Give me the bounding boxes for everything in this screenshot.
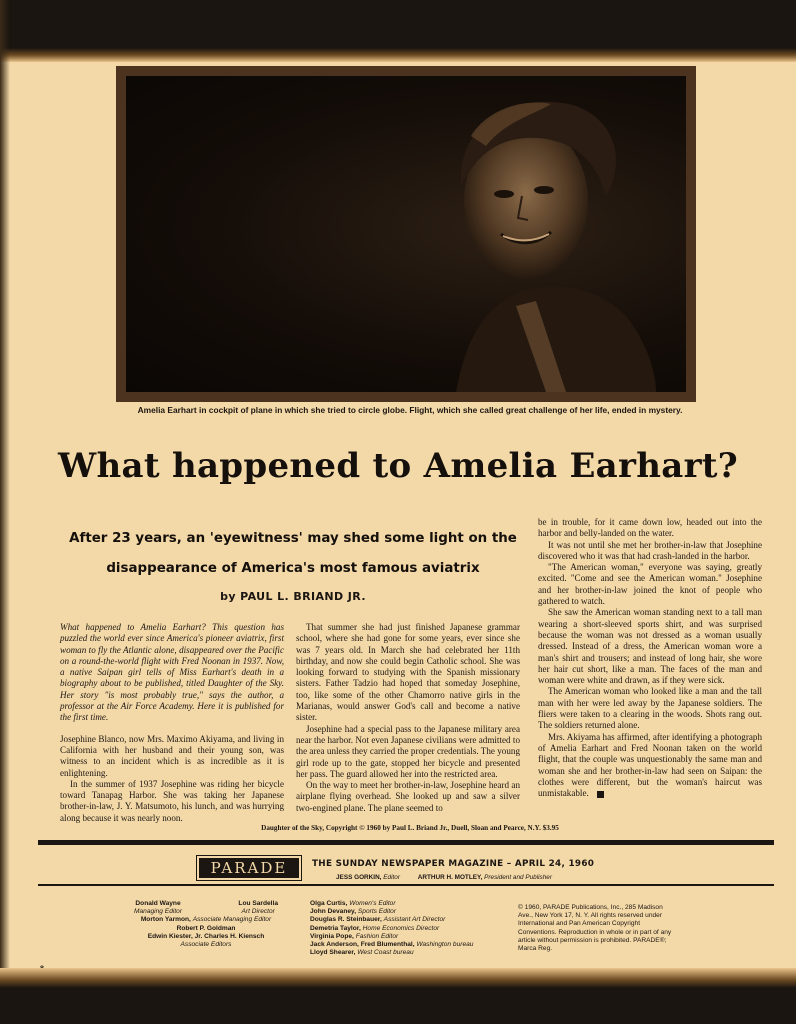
staff-title: Managing Editor [134,908,183,916]
staff-title: Assistant Art Director [383,916,446,924]
paragraph: Josephine Blanco, now Mrs. Maximo Akiyama, and living in California with her husband and their young son, was witness to an incident which is as incredible as it is enlightening. [60,733,284,778]
paragraph: In the summer of 1937 Josephine was riding her bicycle toward Tanapag Harbor. She was taking her Japanese brother-in-law, J. Y. Matsumoto, his lunch, and was hurrying along because it was nearly noon. [60,778,284,823]
masthead-rule-top [38,840,774,845]
masthead-rule-bottom [38,884,774,886]
staff-entry [310,908,510,916]
staff-row [116,900,296,916]
staff-name: John Devaney, [310,908,357,916]
staff-title: West Coast bureau [357,949,414,957]
paragraph: She saw the American woman standing next to a tall man wearing a short-sleeved sports shirt, and was surprised because the woman was not dressed as a woman usually dressed. Instead of a dress, the American woman wore a man's shirt and trousers; and instead of long hair, she wore her hair cut short, like a man. The faces of the man and woman were white and drawn, as if they were sick. [538,607,762,686]
staff-title: Women's Editor [349,900,396,907]
headline: What happened to Amelia Earhart? [57,446,739,486]
scan-left-edge [0,0,10,1024]
paragraph-text: Mrs. Akiyama has affirmed, after identifying a photograph of Amelia Earhart and Fred Noonan taken on the world flight, that the couple was unquestionably the same man and woman she and her brother-in-law had seen on Saipan: the clothes were different, but the woman's haircut was unmistakable. [538,731,762,799]
staff-name: Douglas R. Steinbauer, [310,916,382,924]
byline: by PAUL L. BRIAND JR. [220,590,366,603]
magazine-title-line: THE SUNDAY NEWSPAPER MAGAZINE – APRIL 24, 1960 [312,859,595,869]
staff-entry [134,900,182,916]
end-mark-icon [597,791,604,798]
scan-bottom-edge [0,968,796,1024]
staff-name: Morton Yarmon, [140,916,191,924]
staff-entry [116,941,296,949]
article-column-1 [60,622,284,824]
staff-entry [310,916,510,924]
staff-entry [310,900,510,908]
staff-entry [310,933,510,941]
staff-title: Associate Managing Editor [192,916,272,924]
publisher-name: ARTHUR H. MOTLEY, [417,874,483,881]
publisher-title: President and Publisher [484,874,552,881]
staff-name: Donald Wayne [135,900,181,907]
scan-top-edge [0,0,796,62]
article-intro: What happened to Amelia Earhart? This question has puzzled the world ever since America's pioneer aviatrix, first woman to fly the Atlantic alone, disappeared over the Pacific on a round-the-world flight with Fred Noonan in 1937. Now, a native Saipan girl tells of Miss Earhart's death in a biography about to be published, titled Daughter of the Sky. Her story "is most probably true," says the author, a professor at the Air Force Academy. Here it is published for the first time. [60,622,284,723]
staff-title: Sports Editor [357,908,397,916]
staff-entry [116,916,296,924]
copyright-notice: © 1960, PARADE Publications, Inc., 285 Madison Ave., New York 17, N. Y. All rights reserved under International and Pan American Copyright Conventions. Reproduction in whole or in part of any article without permission is prohibited. PARADE®; Marca Reg. [518,904,672,953]
editor-name: JESS GORKIN, [336,874,382,881]
portrait-illustration [126,76,686,392]
paragraph: "The American woman," everyone was saying, greatly excited. "Come and see the American woman." Josephine and her brother-in-law joined the knot of people who gathered to watch. [538,562,762,607]
staff-name: Lloyd Shearer, [310,949,356,957]
paragraph: That summer she had just finished Japanese grammar school, where she had gone for some years, ever since she was 7 years old. In March she had celebrated her 11th birthday, and now she could begin Catholic school. She was looking forward to studying with the Spanish missionary sisters. Father Tadzio had hoped that someday Josephine, too, like some of the other Chamorro native girls in the Marianas, would answer God's call and become a native sister. [296,622,520,723]
editor-title: Editor [383,874,400,881]
staff-name: Lou Sardella [238,900,278,907]
staff-entry [310,941,510,949]
staff-title: Art Director [241,908,275,916]
staff-name: Virginia Pope, [310,932,354,940]
staff-name: Olga Curtis, [310,900,348,907]
staff-entry [116,925,296,933]
staff-title: Home Economics Director [362,924,440,932]
staff-entry [310,925,510,933]
parade-logo: PARADE [196,855,302,881]
paragraph: On the way to meet her brother-in-law, Josephine heard an airplane flying overhead. She looked up and saw a silver two-engined plane. The plane seemed to [296,780,520,813]
paragraph [538,732,762,800]
staff-name: Robert P. Goldman [176,924,236,932]
article-column-2 [296,622,520,814]
paragraph: be in trouble, for it came down low, headed out into the harbor and belly-landed on the water. [538,517,762,539]
editor-publisher-line [336,874,736,881]
staff-list-left [116,900,296,949]
staff-list-middle [310,900,510,957]
staff-entry [310,949,510,957]
paragraph: The American woman who looked like a man and the tall man with her were led away by the Japanese soldiers. The fliers were taken to a clearing in the woods. Shots rang out. The soldiers returned alone. [538,686,762,731]
deck: After 23 years, an 'eyewitness' may shed some light on the disappearance of America's most famous aviatrix [69,531,517,576]
paragraph: Josephine had a special pass to the Japanese military area near the harbor. Not even Japanese civilians were admitted to the area unless they carried the proper credentials. The young girl rode up to the gate, stopped her bicycle and presented her pass. The guard allowed her into the restricted area. [296,723,520,779]
staff-entry [116,933,296,941]
staff-title: Washington bureau [416,941,474,949]
earhart-photo [126,76,686,392]
photo-frame [116,66,696,402]
staff-title: Associate Editors [180,941,232,949]
staff-entry [238,900,278,916]
staff-name: Edwin Kiester, Jr. Charles H. Kiensch [147,932,265,940]
staff-name: Jack Anderson, Fred Blumenthal, [310,941,415,949]
staff-title: Fashion Editor [355,932,399,940]
book-copyright: Daughter of the Sky, Copyright © 1960 by Paul L. Briand Jr., Duell, Sloan and Pearce, N.Y. $3.95 [261,824,559,832]
paragraph: It was not until she met her brother-in-law that Josephine discovered who it was that had crash-landed in the harbor. [538,539,762,561]
article-column-3 [538,517,762,799]
photo-caption: Amelia Earhart in cockpit of plane in which she tried to circle globe. Flight, which she called great challenge of her life, ended in mystery. [137,405,683,415]
staff-name: Demetria Taylor, [310,924,361,932]
